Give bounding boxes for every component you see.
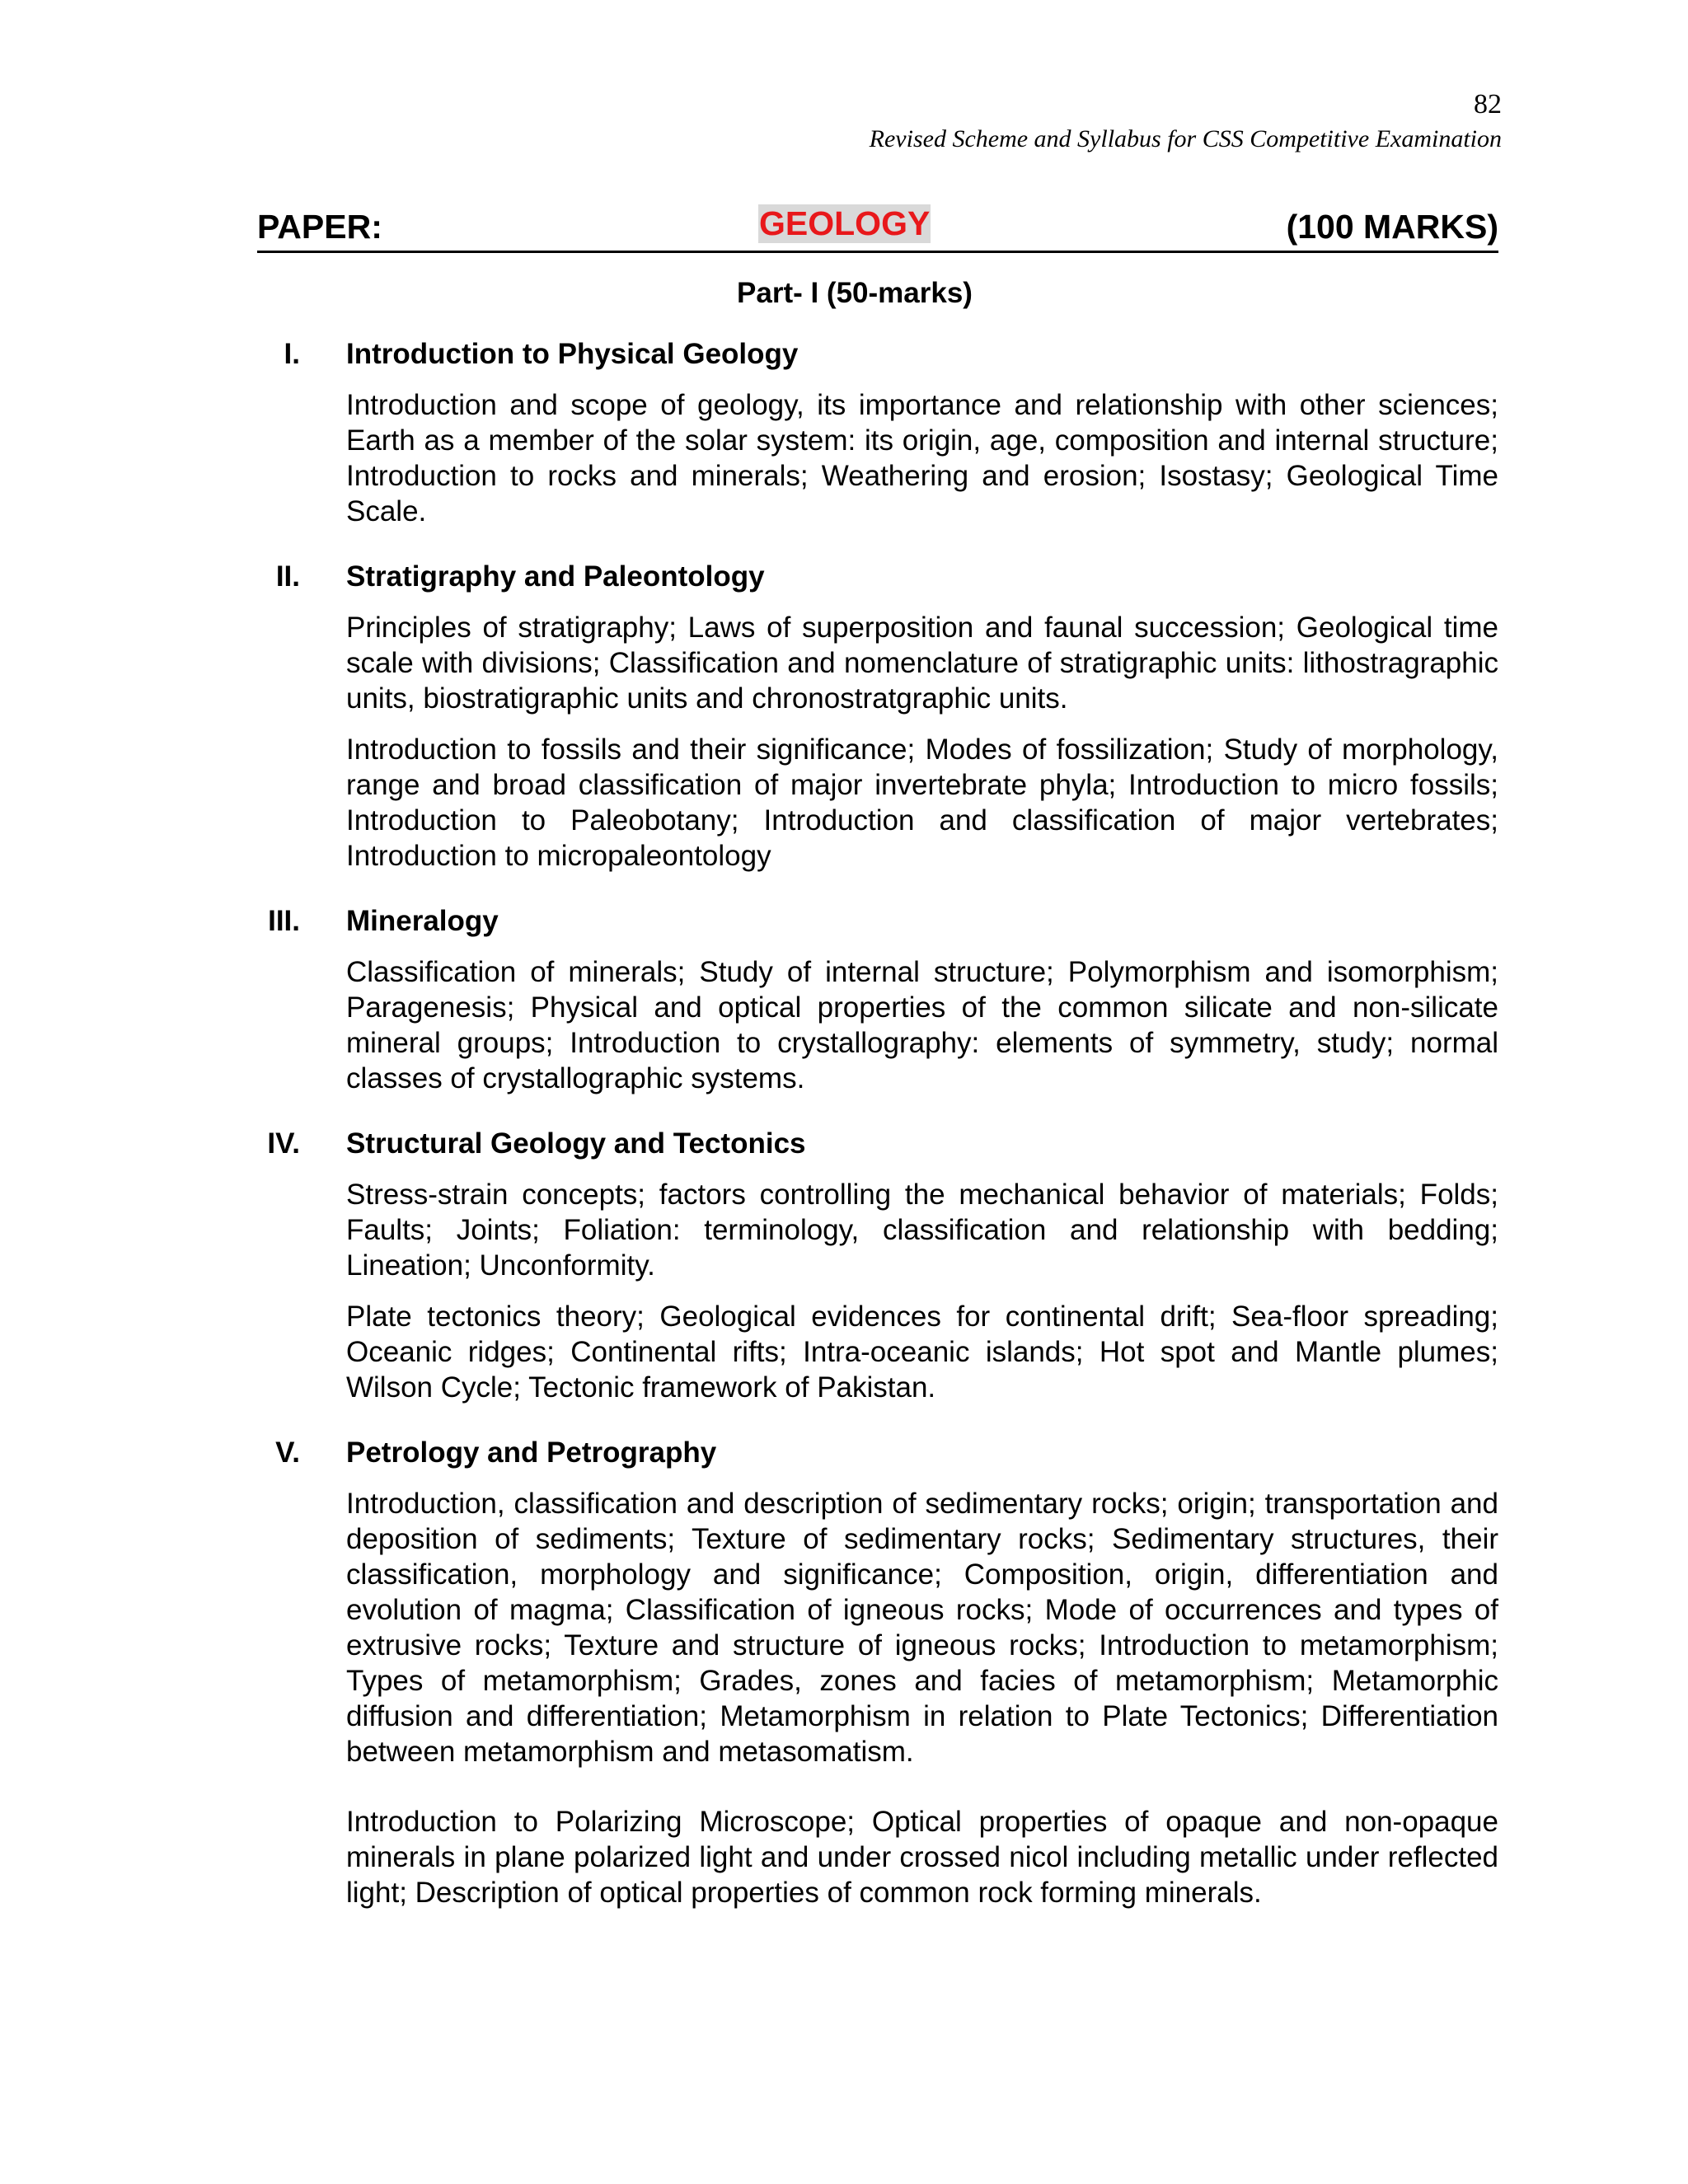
section-paragraph: Introduction to Polarizing Microscope; Optical properties of opaque and non-opaque minerals in plane polarized light and under crossed nicol including metallic under reflected light; Description of optical properties of common rock forming minerals. [346, 1806, 1498, 1909]
section-title: Structural Geology and Tectonics [346, 1127, 806, 1160]
paper-subject: GEOLOGY [759, 204, 931, 242]
section-title: Stratigraphy and Paleontology [346, 560, 765, 593]
paper-label: PAPER: [257, 208, 382, 246]
section-paragraph: Introduction, classification and description of sedimentary rocks; origin; transportation and deposition of sediments; Texture of sedimentary rocks; Sedimentary structures, their classification, morphology and significance; Composition, origin, differentiation and evolution of magma; Classification of igneous rocks; Mode of occurrences and types of extrusive rocks; Texture and structure of igneous rocks; Introduction to metamorphism; Types of metamorphism; Grades, zones and facies of metamorphism; Metamorphic diffusion and differentiation; Metamorphism in relation to Plate Tectonics; Differentiation between metamorphism and metasomatism. [346, 1488, 1498, 1768]
section-numeral: III. [268, 905, 300, 937]
part-heading: Part- I (50-marks) [737, 277, 973, 309]
section-paragraph: Principles of stratigraphy; Laws of superposition and faunal succession; Geological time scale with divisions; Classification and nomenclature of stratigraphic units: lithostragraphic units, biostratigraphic units and chronostratgraphic units. [346, 612, 1498, 715]
section-numeral: V. [275, 1436, 300, 1469]
section-paragraph: Stress-strain concepts; factors controlling the mechanical behavior of materials; Folds; Faults; Joints; Foliation: terminology, classification and relationship with bedding; Lineation; Unconformity. [346, 1179, 1498, 1282]
section-numeral: II. [275, 560, 300, 593]
section-heading [0, 560, 1688, 600]
section-4 [0, 1127, 1688, 1405]
section-title: Petrology and Petrography [346, 1436, 717, 1469]
header-subtitle: Revised Scheme and Syllabus for CSS Competitive Examination [869, 125, 1502, 152]
section-3 [0, 905, 1688, 1096]
section-paragraph: Classification of minerals; Study of internal structure; Polymorphism and isomorphism; Paragenesis; Physical and optical properties of the common silicate and non-silicate mineral groups; Introduction to crystallography: elements of symmetry, study; normal classes of crystallographic systems. [346, 956, 1498, 1094]
paper-title-line [257, 204, 1498, 253]
section-1 [0, 338, 1688, 529]
paper-marks: (100 MARKS) [1286, 208, 1498, 246]
section-paragraph: Introduction to fossils and their significance; Modes of fossilization; Study of morphology, range and broad classification of major invertebrate phyla; Introduction to micro fossils; Introduction to Paleobotany; Introduction and classification of major vertebrates; Introduction to micropaleontology [346, 733, 1498, 872]
section-numeral: I. [284, 338, 300, 370]
section-heading [0, 1436, 1688, 1476]
section-5 [0, 1436, 1688, 1910]
section-paragraph: Introduction and scope of geology, its importance and relationship with other sciences; Earth as a member of the solar system: its origin, age, composition and internal structure; Introduction to rocks and minerals; Weathering and erosion; Isostasy; Geological Time Scale. [346, 389, 1498, 527]
section-title: Introduction to Physical Geology [346, 338, 799, 370]
section-heading [0, 338, 1688, 377]
section-paragraph: Plate tectonics theory; Geological evidences for continental drift; Sea-floor spreading; Oceanic ridges; Continental rifts; Intra-oceanic islands; Hot spot and Mantle plumes; Wilson Cycle; Tectonic framework of Pakistan. [346, 1301, 1498, 1404]
section-heading [0, 1127, 1688, 1167]
section-numeral: IV. [267, 1127, 300, 1160]
section-heading [0, 905, 1688, 944]
section-title: Mineralogy [346, 905, 499, 937]
section-2 [0, 560, 1688, 874]
page-number: 82 [1474, 89, 1502, 120]
syllabus-content [0, 338, 1688, 1910]
